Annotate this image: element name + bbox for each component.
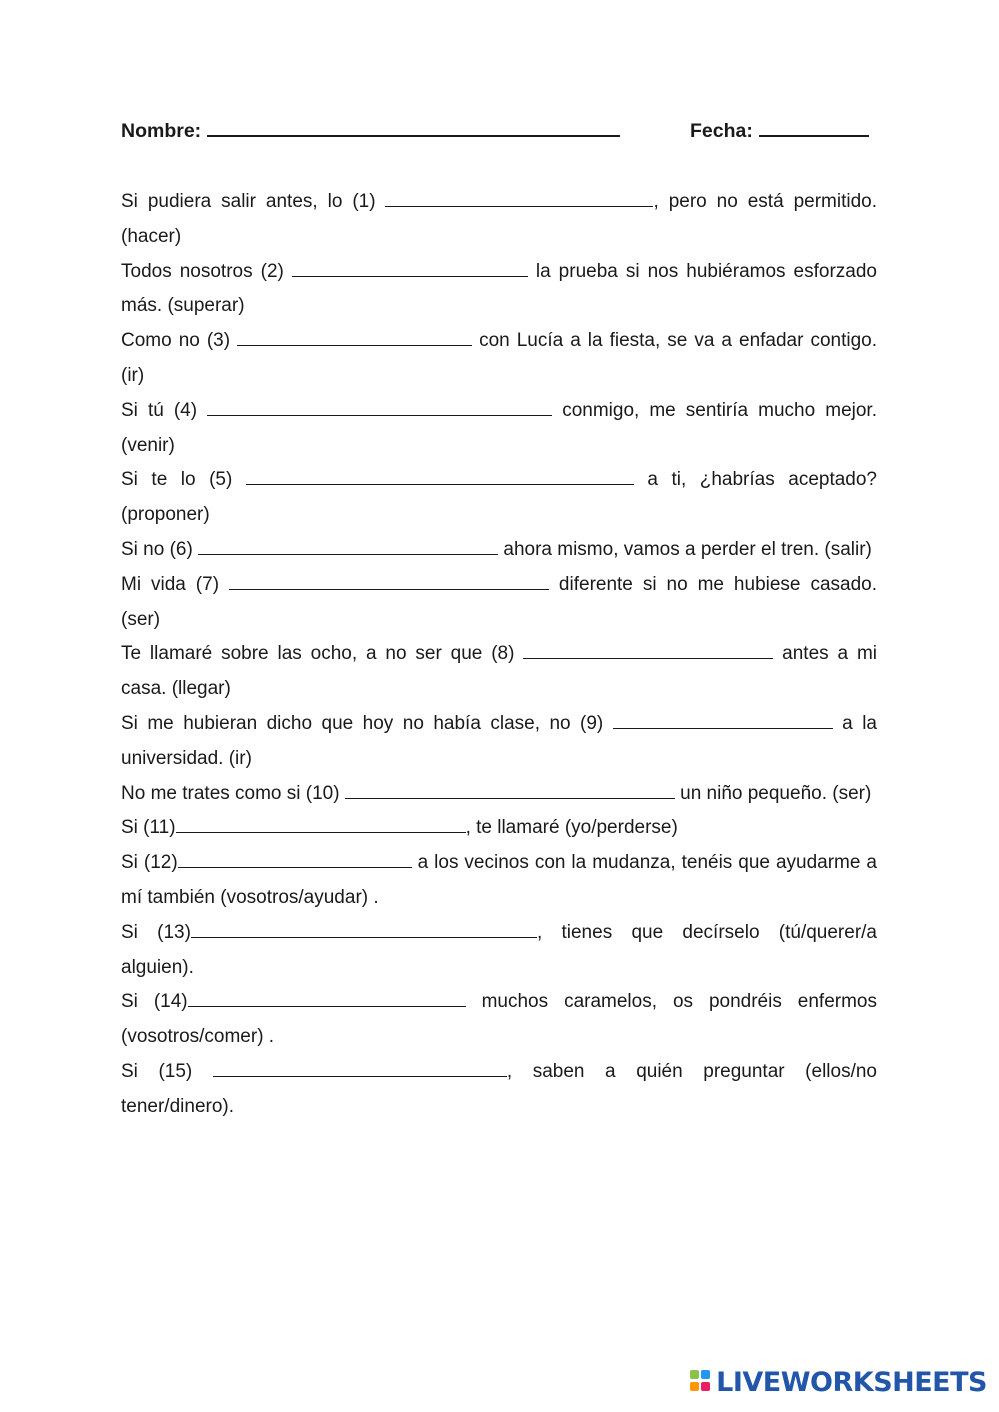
exercise-item: Si pudiera salir antes, lo (1) , pero no está permitido. (hacer) [121,191,877,247]
name-field [121,120,620,143]
liveworksheets-logo [690,1362,987,1402]
exercise-item: Si me hubieran dicho que hoy no había clase, no (9) a la universidad. (ir) [121,712,877,769]
answer-blank[interactable] [213,1075,507,1077]
answer-blank[interactable] [385,205,653,207]
exercise-item: Si no (6) ahora mismo, vamos a perder el tren. (salir) [121,538,872,560]
exercise-item: Si (14) muchos caramelos, os pondréis enfermos (vosotros/comer) . [121,991,877,1048]
answer-blank[interactable] [345,797,675,799]
exercise-item: Si tú (4) conmigo, me sentiría mucho mejor. (venir) [121,399,877,456]
name-label: Nombre: [121,120,202,142]
exercise-item: Todos nosotros (2) la prueba si nos hubiéramos esforzado más. (superar) [121,260,877,317]
exercise-item: Si (11) , te llamaré (yo/perderse) [121,817,678,839]
answer-blank[interactable] [207,414,552,416]
exercise-item: Si (15) , saben a quién preguntar (ellos/no tener/dinero). [121,1060,877,1117]
answer-blank[interactable] [188,1005,466,1007]
answer-blank[interactable] [523,657,773,659]
name-blank[interactable] [207,134,620,137]
liveworksheets-logo-text: LIVEWORKSHEETS [716,1366,987,1398]
answer-blank[interactable] [246,483,634,485]
date-label: Fecha: [690,120,753,142]
exercise-item: Te llamaré sobre las ocho, a no ser que (8) antes a mi casa. (llegar) [121,643,877,700]
answer-blank[interactable] [191,936,537,938]
exercise-item: Mi vida (7) diferente si no me hubiese casado. (ser) [121,573,877,630]
answer-blank[interactable] [178,866,412,868]
date-blank[interactable] [759,134,869,137]
exercise-item: Si (13) , tienes que decírselo (tú/querer/a alguien). [121,921,877,978]
answer-blank[interactable] [237,344,472,346]
exercise-item: No me trates como si (10) un niño pequeño. (ser) [121,782,872,804]
date-field [690,120,869,143]
exercise-list [121,185,877,1125]
exercise-item: Si (12) a los vecinos con la mudanza, tenéis que ayudarme a mí también (vosotros/ayudar) . [121,852,877,908]
answer-blank[interactable] [229,588,549,590]
exercise-item: Si te lo (5) a ti, ¿habrías aceptado? (proponer) [121,469,877,526]
answer-blank[interactable] [176,831,466,833]
answer-blank[interactable] [292,275,528,277]
answer-blank[interactable] [198,553,498,555]
exercise-item: Como no (3) con Lucía a la fiesta, se va a enfadar contigo. (ir) [121,330,877,386]
answer-blank[interactable] [613,727,833,729]
worksheet-header [121,120,877,146]
liveworksheets-logo-icon [690,1368,714,1396]
